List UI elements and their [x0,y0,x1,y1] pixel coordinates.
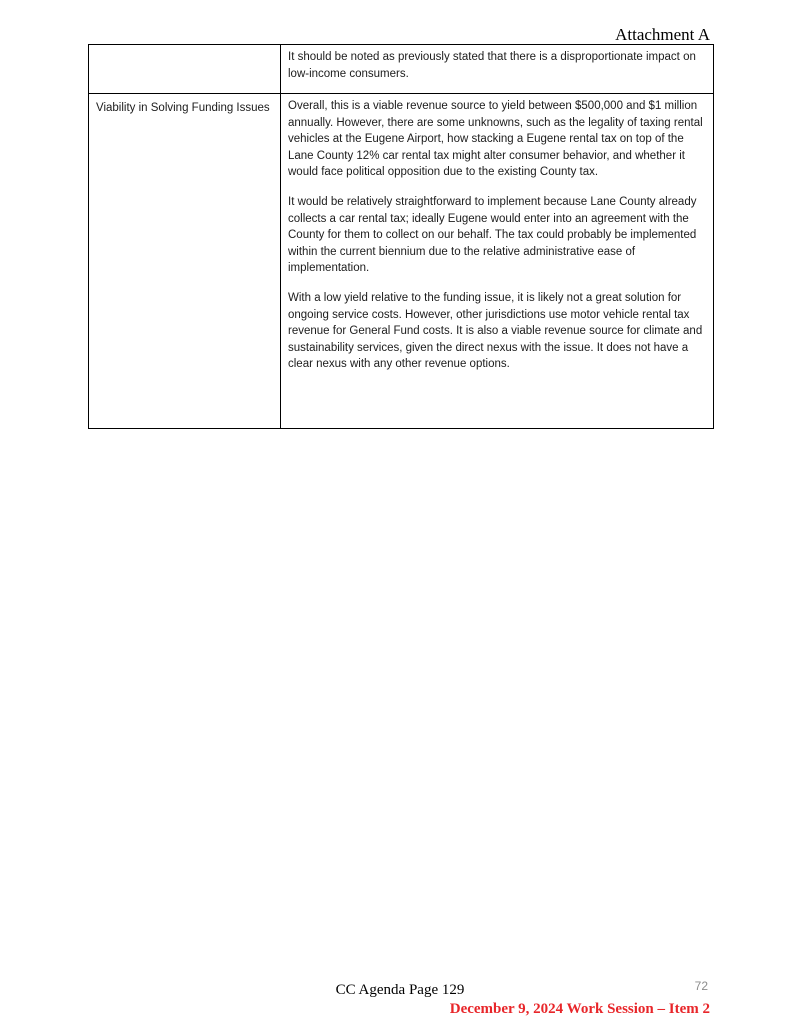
paragraph: It would be relatively straightforward to implement because Lane County already collects a car rental tax; ideally Eugene would enter into an agreement with the County for them to collect on our behalf. The tax could probably be implemented within the current biennium due to the relative administrative ease of implementation. [288,195,697,275]
attachment-label: Attachment A [615,25,710,44]
footer-agenda-page-label: CC Agenda Page 129 [335,982,465,998]
table-row [89,45,714,94]
table-row [89,94,714,429]
paragraph: With a low yield relative to the funding issue, it is likely not a great solution for ongoing service costs. However, other jurisdictions use motor vehicle rental tax revenue for General Fund costs. It is also a viable revenue source for climate and sustainability services, given the direct nexus with the issue. It does not have a clear nexus with any other revenue options. [288,291,703,371]
paragraph: It should be noted as previously stated that there is a disproportionate impact on low-income consumers. [288,51,696,80]
funding-viability-table [88,44,714,429]
row-label-cell [89,45,281,94]
row-label-cell [89,94,281,429]
paragraph: Overall, this is a viable revenue source to yield between $500,000 and $1 million annually. However, there are some unknowns, such as the legality of taxing rental vehicles at the Eugene Airport, how stacking a Eugene rental tax on top of the Lane County 12% car rental tax might alter consumer behavior, and whether it would face political opposition due to the existing County tax. [288,100,703,179]
row-content-cell [281,45,714,94]
footer-session-note: December 9, 2024 Work Session – Item 2 [449,1001,710,1017]
footer-page-number: 72 [694,979,708,993]
row-label: Viability in Solving Funding Issues [96,102,270,114]
row-content-cell [281,94,714,429]
